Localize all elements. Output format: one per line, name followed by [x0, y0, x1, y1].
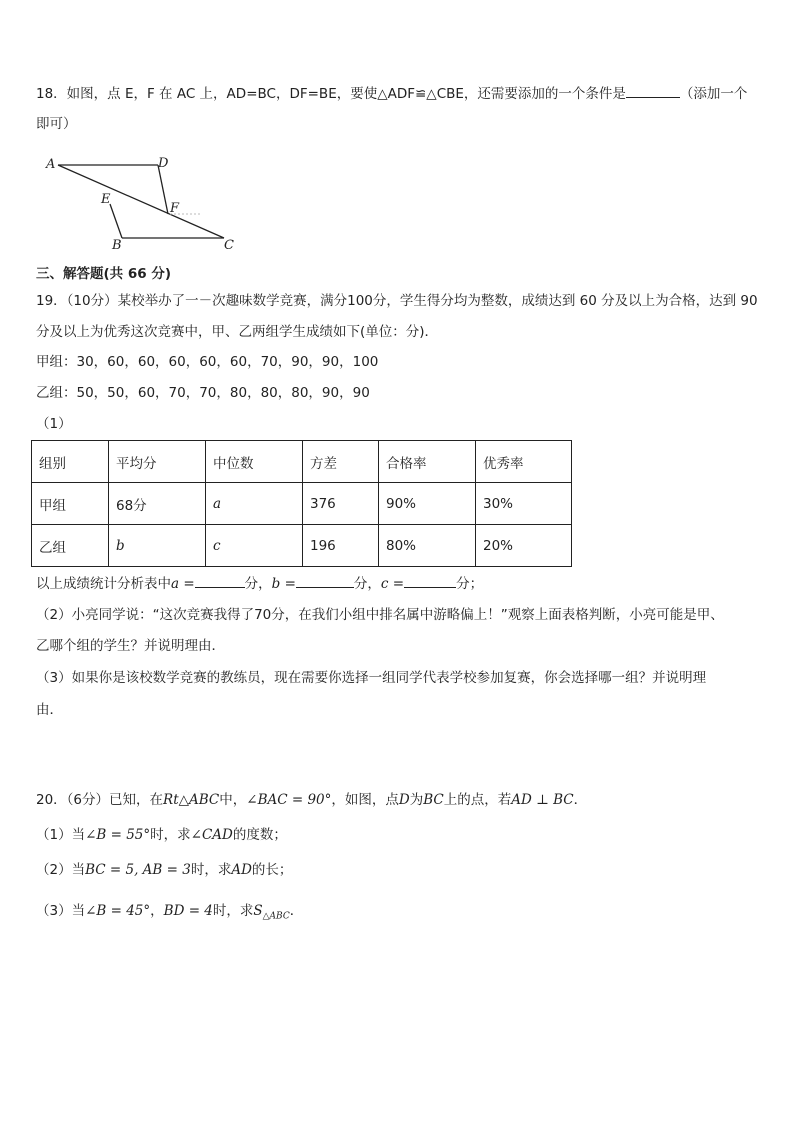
table-cell: 20% [476, 525, 572, 567]
q20-part3 [36, 902, 303, 926]
q20-p1-target: ∠CAD [190, 827, 233, 843]
table-header-cell: 方差 [303, 441, 379, 483]
q20-p2-prefix: （2）当 [36, 862, 86, 878]
table-header-cell: 合格率 [379, 441, 476, 483]
q19-group-b-scores: 乙组：50，50，60，70，70，80，80，80，90，90 [36, 385, 370, 401]
q19-line2: 分及以上为优秀这次竞赛中，甲、乙两组学生成绩如下(单位：分)． [36, 324, 439, 340]
fill-unit: 分， [244, 576, 272, 592]
q20-part2 [36, 861, 292, 879]
q20-p3-condition1: ∠B = 45° [85, 903, 151, 919]
table-cell: c [206, 525, 303, 567]
fill-b-label: b = [271, 576, 296, 592]
q20-text: ． [573, 792, 588, 808]
q18-geometry-figure [42, 152, 242, 254]
table-header-cell: 优秀率 [476, 441, 572, 483]
segment-df [158, 165, 168, 214]
q20-angle: ∠BAC = 90° [246, 792, 332, 808]
q18-text: 18．如图，点 E，F 在 AC 上，AD=BC，DF=BE，要使△ADF≌△CBE，还需要添加的一个条件是 [36, 86, 626, 102]
table-header-cell: 组别 [32, 441, 109, 483]
q20-intro [36, 791, 587, 809]
segment-eb [110, 204, 122, 238]
table-cell: a [206, 483, 303, 525]
q20-p2-end: 的长； [251, 862, 293, 878]
q18-line2: 即可） [36, 116, 77, 132]
q20-p1-condition: ∠B = 55° [85, 827, 151, 843]
q20-p3-prefix: （3）当 [36, 903, 86, 919]
fill-prefix: 以上成绩统计分析表中 [36, 576, 171, 592]
q20-p3-condition2: BD = 4 [163, 903, 213, 919]
table-cell: b [109, 525, 206, 567]
label-b: B [112, 238, 122, 253]
table-cell: 196 [303, 525, 379, 567]
table-header-cell: 中位数 [206, 441, 303, 483]
label-d: D [158, 156, 169, 171]
q20-p3-text: 时，求 [212, 903, 254, 919]
q20-part1 [36, 826, 287, 844]
label-e: E [101, 192, 111, 207]
q20-p1-end: 的度数； [232, 827, 287, 843]
label-a: A [46, 157, 56, 172]
q20-p1-text: 时，求 [150, 827, 191, 843]
q20-p3-target: S [253, 903, 263, 919]
fill-b-blank[interactable] [296, 573, 354, 588]
table-cell: 30% [476, 483, 572, 525]
q19-part3-line2: 由． [36, 702, 63, 718]
table-row [32, 525, 572, 567]
table-cell: 甲组 [32, 483, 109, 525]
table-cell: 376 [303, 483, 379, 525]
q18-text-tail: （添加一个 [679, 86, 748, 102]
fill-a-blank[interactable] [195, 573, 245, 588]
fill-unit-end: 分； [456, 576, 484, 592]
q20-triangle: Rt△ABC [163, 792, 220, 808]
q20-point-d: D [398, 792, 410, 808]
table-cell: 80% [379, 525, 476, 567]
label-c: C [224, 238, 234, 253]
q20-text: 中， [219, 792, 247, 808]
q20-text: ，如图，点 [331, 792, 399, 808]
q18-answer-blank[interactable] [626, 83, 680, 98]
q19-group-a-scores: 甲组：30，60，60，60，60，60，70，90，90，100 [36, 354, 379, 370]
table-row [32, 483, 572, 525]
q20-p2-text: 时，求 [190, 862, 232, 878]
q20-text: 上的点，若 [443, 792, 512, 808]
q19-part2-line1: （2）小亮同学说：“这次竞赛我得了70分，在我们小组中排名属中游略偏上！”观察上面表格判断，小亮可能是甲、 [36, 607, 724, 623]
q20-p3-end: ． [289, 903, 304, 919]
q20-intro-prefix: 20．（6分）已知，在 [36, 792, 164, 808]
q20-p1-prefix: （1）当 [36, 827, 86, 843]
fill-c-label: c = [380, 576, 405, 592]
q20-p2-condition: BC = 5, AB = 3 [85, 862, 191, 878]
q19-line1: 19．（10分）某校举办了一－次趣味数学竞赛，满分100分，学生得分均为整数，成绩达到 60 分及以上为合格，达到 90 [36, 293, 758, 309]
segment-ac [58, 165, 224, 238]
table-cell: 68分 [109, 483, 206, 525]
q19-part2-line2: 乙哪个组的学生？并说明理由． [36, 638, 225, 654]
q19-fill-line [36, 573, 483, 593]
q20-perpendicular: AD ⊥ BC [511, 792, 574, 808]
q19-part1-label: （1） [36, 416, 72, 432]
q20-text: 为 [409, 792, 424, 808]
label-f: F [170, 201, 180, 216]
table-header-cell: 平均分 [109, 441, 206, 483]
section-title: 三、解答题(共 66 分) [36, 266, 172, 282]
table-cell: 90% [379, 483, 476, 525]
table-header-row [32, 441, 572, 483]
q20-p3-subscript: △ABC [262, 911, 290, 922]
table-cell: 乙组 [32, 525, 109, 567]
fill-c-blank[interactable] [404, 573, 456, 588]
fill-unit: 分， [353, 576, 381, 592]
q20-segment-bc: BC [423, 792, 444, 808]
q20-p2-target: AD [231, 862, 252, 878]
q19-stats-table [31, 440, 572, 567]
q19-part3-line1: （3）如果你是该校数学竞赛的教练员，现在需要你选择一组同学代表学校参加复赛，你会选择哪一组？并说明理 [36, 670, 707, 686]
fill-a-label: a = [171, 576, 195, 592]
q20-p3-sep: ， [150, 903, 164, 919]
q18-line1 [36, 83, 747, 103]
